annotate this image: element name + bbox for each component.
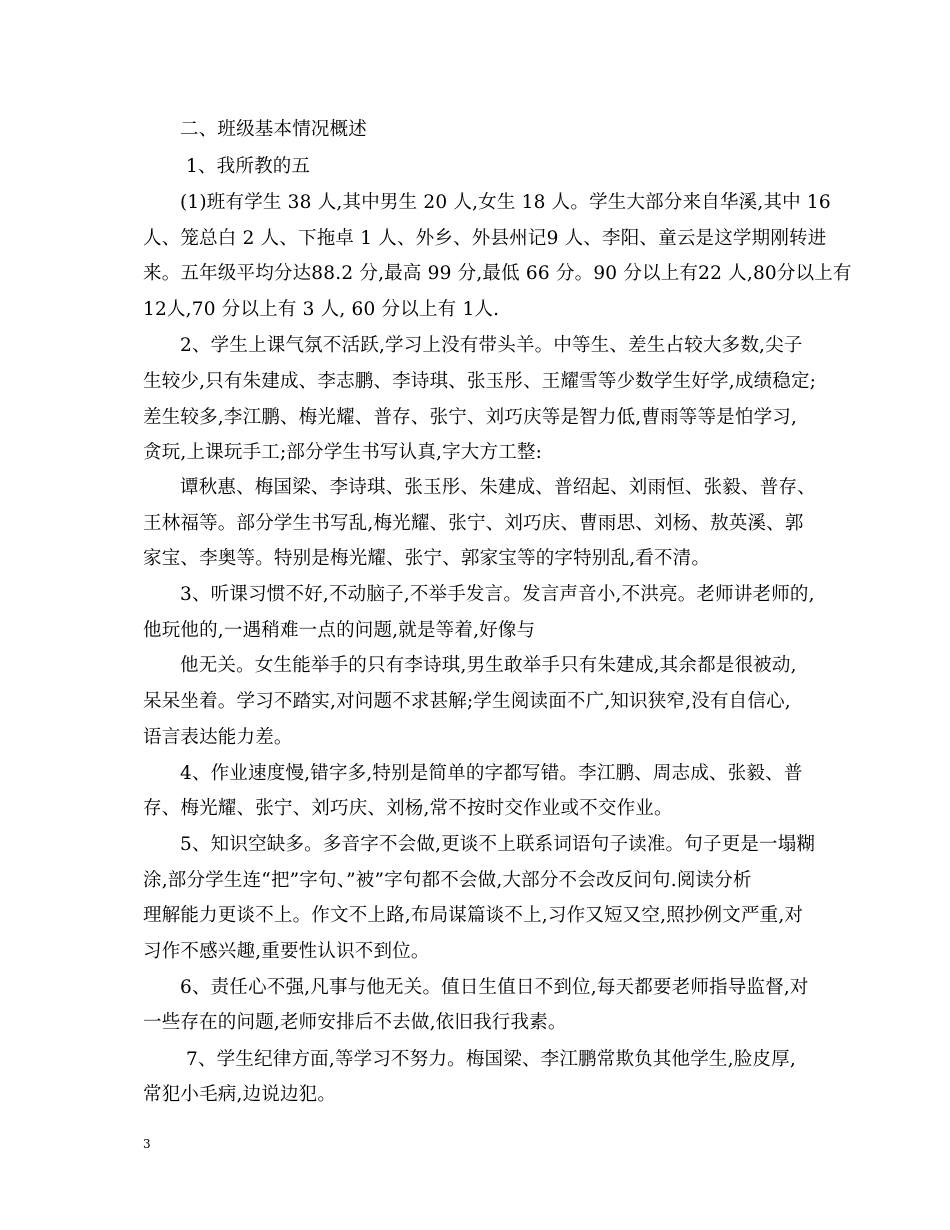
paragraph-line: 涂,部分学生连“把”字句、”被”字句都不会做,大部分不会改反问句.阅读分析 (143, 870, 752, 891)
paragraph-line: 王林福等。部分学生书写乱,梅光耀、张宁、刘巧庆、曹雨思、刘杨、敖英溪、郭 (143, 513, 804, 534)
paragraph-line: 他无关。女生能举手的只有李诗琪,男生敢举手只有朱建成,其余都是很被动, (180, 655, 797, 676)
paragraph-line: 习作不感兴趣,重要性认识不到位。 (143, 941, 430, 962)
section-heading: 二、班级基本情况概述 (180, 119, 368, 140)
paragraph-line: 5、知识空缺多。多音字不会做,更谈不上联系词语句子读准。句子更是一塌糊 (180, 834, 816, 855)
paragraph-line: 1、我所教的五 (186, 156, 311, 177)
paragraph-line: 生较少,只有朱建成、李志鹏、李诗琪、张玉彤、王耀雪等少数学生好学,成绩稳定; (143, 371, 817, 392)
paragraph-line: 6、责任心不强,凡事与他无关。值日生值日不到位,每天都要老师指导监督,对 (180, 977, 809, 998)
paragraph-line: 存、梅光耀、张宁、刘巧庆、刘杨,常不按时交作业或不交作业。 (143, 798, 673, 819)
paragraph-line: 一些存在的问题,老师安排后不去做,依旧我行我素。 (143, 1012, 567, 1033)
paragraph-line: 7、学生纪律方面,等学习不努力。梅国梁、李江鹏常欺负其他学生,脸皮厚, (186, 1049, 796, 1070)
paragraph-line: 2、学生上课气氛不活跃,学习上没有带头羊。中等生、差生占较大多数,尖子 (180, 335, 803, 356)
paragraph-line: 贪玩,上课玩手工;部分学生书写认真,字大方工整: (143, 442, 543, 463)
paragraph-line: 他玩他的,一遇稍难一点的问题,就是等着,好像与 (143, 620, 536, 641)
paragraph-line: 呆呆坐着。学习不踏实,对问题不求甚解;学生阅读面不广,知识狭窄,没有自信心, (143, 691, 791, 712)
paragraph-line: 4、作业速度慢,错字多,特别是简单的字都写错。李江鹏、周志成、张毅、普 (180, 763, 803, 784)
paragraph-line: 语言表达能力差。 (143, 727, 293, 748)
paragraph-line: 家宝、李奥等。特别是梅光耀、张宁、郭家宝等的字特别乱,看不清。 (143, 548, 711, 569)
paragraph-line: 来。五年级平均分达88.2 分,最高 99 分,最低 66 分。90 分以上有22 人,80分以上有 (143, 263, 852, 284)
paragraph-line: 3、听课习惯不好,不动脑子,不举手发言。发言声音小,不洪亮。老师讲老师的, (180, 584, 815, 605)
paragraph-line: 差生较多,李江鹏、梅光耀、普存、张宁、刘巧庆等是智力低,曹雨等等是怕学习, (143, 407, 798, 428)
paragraph-line: 常犯小毛病,边说边犯。 (143, 1084, 337, 1105)
page-number: 3 (143, 1137, 151, 1151)
paragraph-line: 理解能力更谈不上。作文不上路,布局谋篇谈不上,习作又短又空,照抄例文严重,对 (143, 905, 804, 926)
paragraph-line: 谭秋惠、梅国梁、李诗琪、张玉彤、朱建成、普绍起、刘雨恒、张毅、普存、 (180, 477, 816, 498)
paragraph-line: 12人,70 分以上有 3 人, 60 分以上有 1人. (143, 299, 500, 320)
paragraph-line: (1)班有学生 38 人,其中男生 20 人,女生 18 人。学生大部分来自华溪,其中 16 (180, 192, 831, 213)
paragraph-line: 人、笼总白 2 人、下拖卓 1 人、外乡、外县州记9 人、李阳、童云是这学期刚转进 (143, 228, 827, 249)
